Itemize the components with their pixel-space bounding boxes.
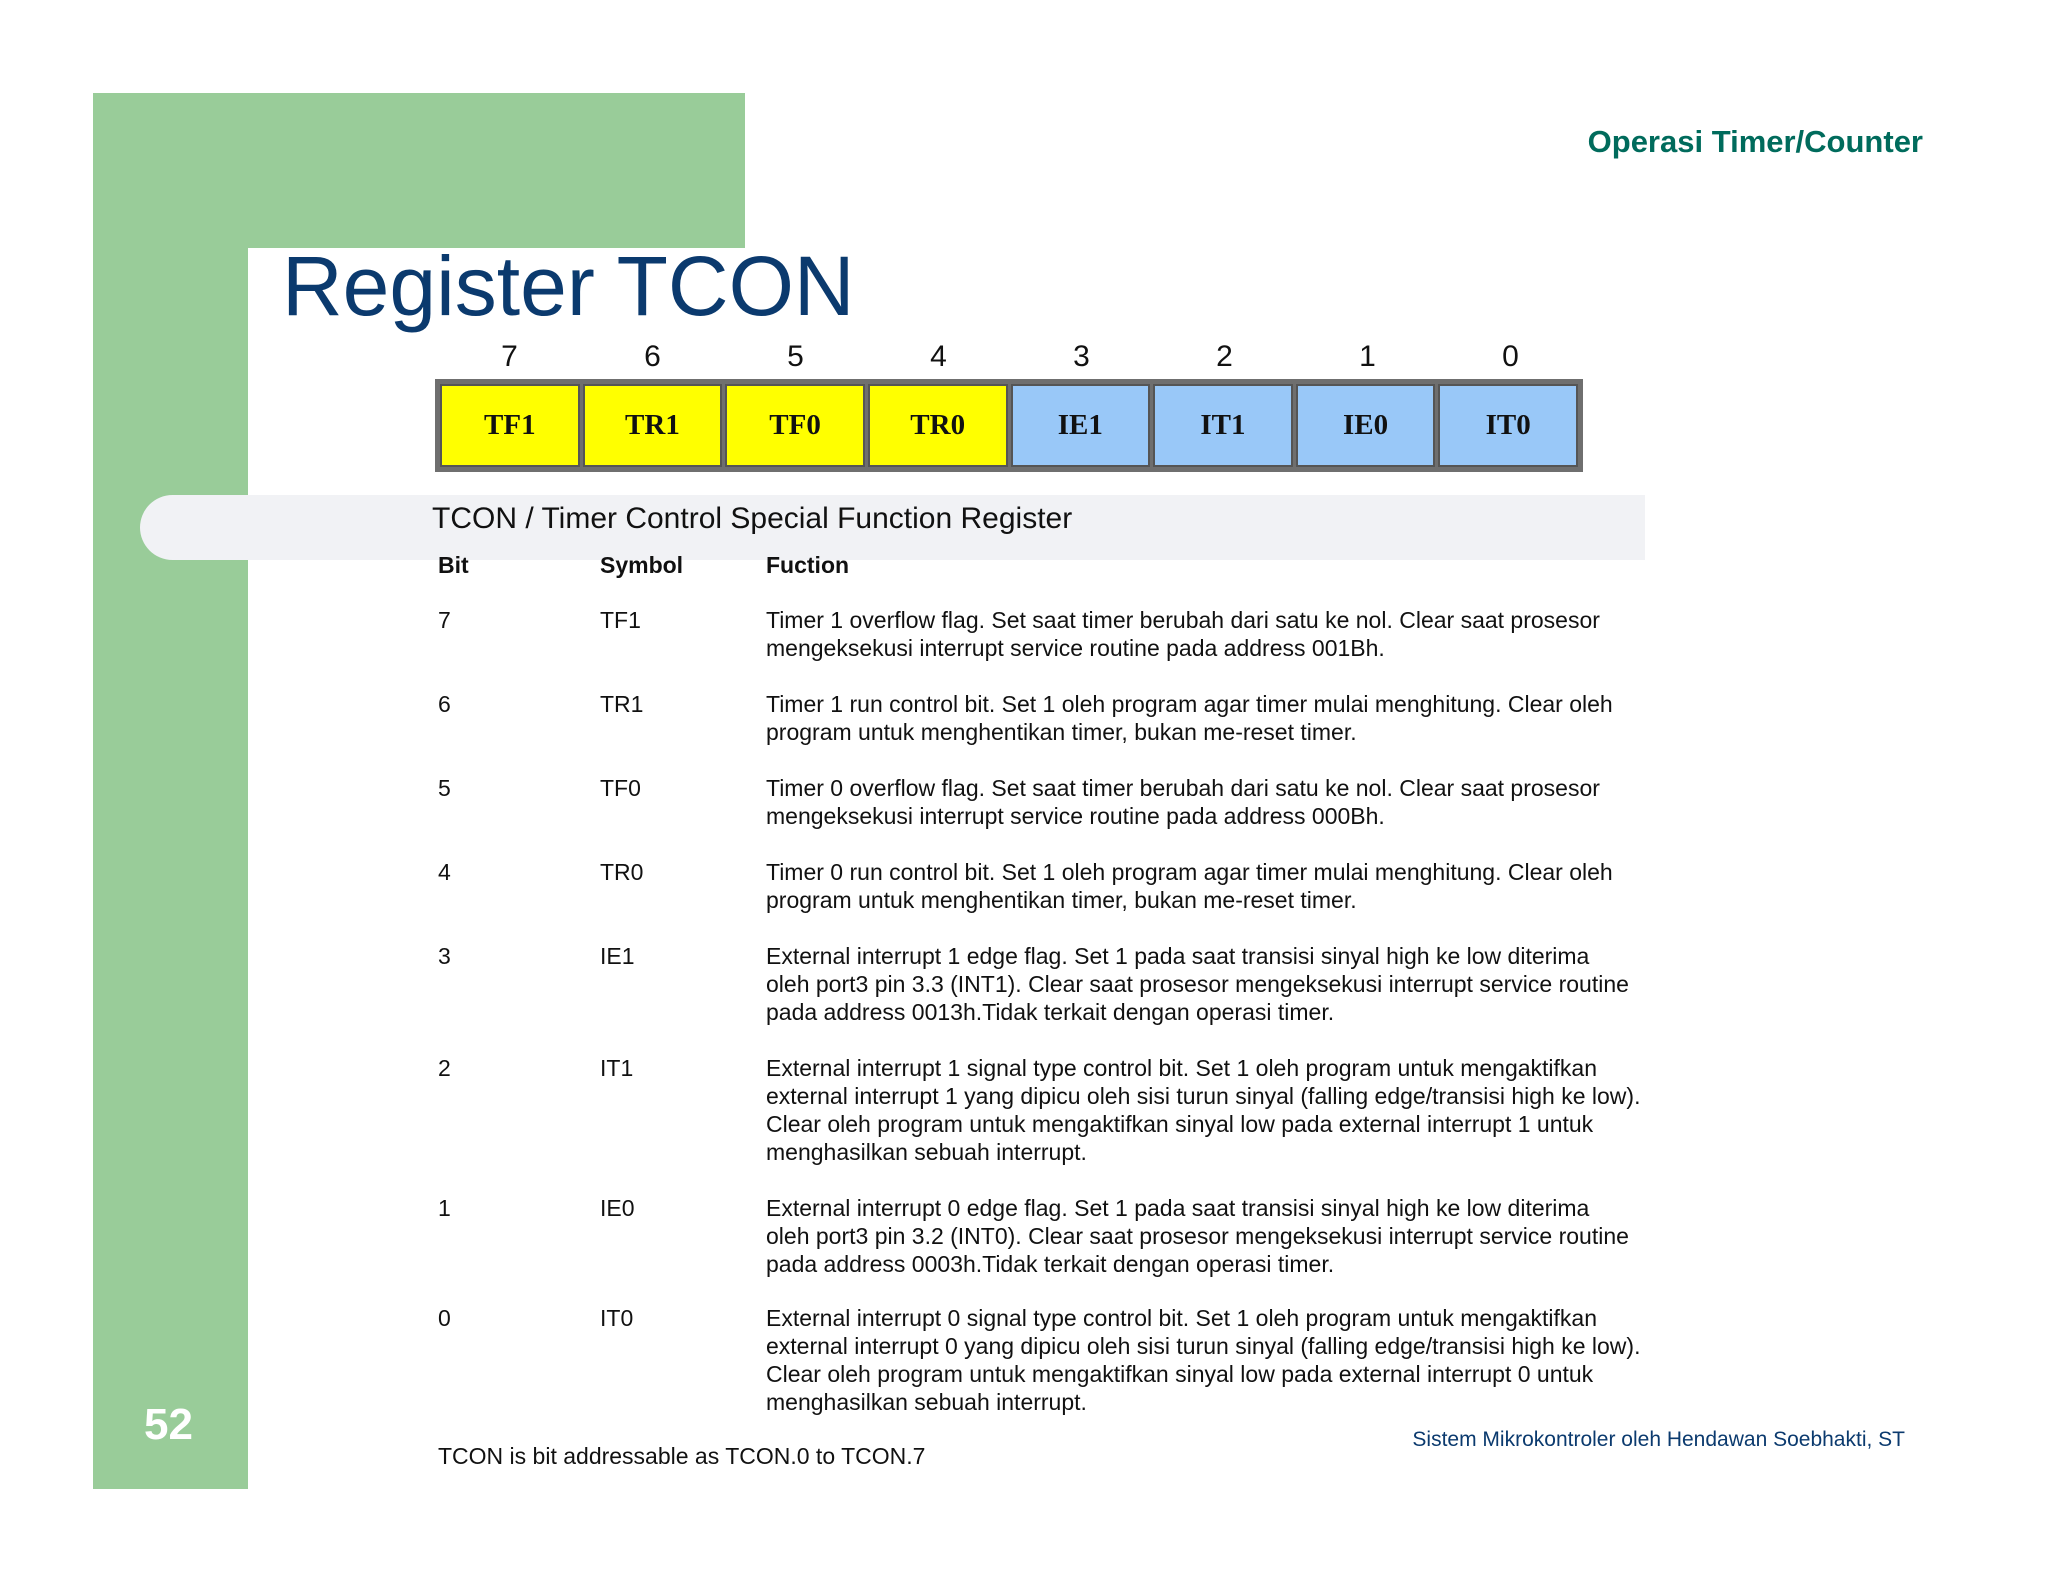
row-bit: 6 <box>438 691 451 717</box>
function-line: mengeksekusi interrupt service routine pada address 000Bh. <box>766 803 1385 829</box>
header-symbol: Symbol <box>600 552 684 578</box>
register-cell-it0: IT0 <box>1438 384 1578 467</box>
bit-number-row <box>438 340 1582 378</box>
row-bit: 5 <box>438 775 451 801</box>
function-line: program untuk menghentikan timer, bukan me-reset timer. <box>766 719 1357 745</box>
row-function <box>766 1194 1666 1278</box>
bit-number: 4 <box>930 340 947 373</box>
row-symbol: IE1 <box>600 943 635 969</box>
function-line: mengeksekusi interrupt service routine pada address 001Bh. <box>766 635 1385 661</box>
row-bit: 0 <box>438 1305 451 1331</box>
row-function <box>766 606 1666 662</box>
bit-number: 3 <box>1073 340 1090 373</box>
function-line: pada address 0003h.Tidak terkait dengan operasi timer. <box>766 1251 1335 1277</box>
bit-number: 6 <box>644 340 661 373</box>
row-symbol: TF1 <box>600 607 641 633</box>
register-cell-ie0: IE0 <box>1296 384 1436 467</box>
register-subtitle: TCON / Timer Control Special Function Register <box>432 502 1073 535</box>
function-line: Clear oleh program untuk mengaktifkan sinyal low pada external interrupt 1 untuk <box>766 1111 1594 1137</box>
function-line: menghasilkan sebuah interrupt. <box>766 1389 1087 1415</box>
row-symbol: TF0 <box>600 775 641 801</box>
bit-number: 1 <box>1359 340 1376 373</box>
function-line: External interrupt 1 signal type control bit. Set 1 oleh program untuk mengaktifkan <box>766 1055 1598 1081</box>
author-credit: Sistem Mikrokontroler oleh Hendawan Soebhakti, ST <box>1412 1428 1905 1451</box>
function-line: External interrupt 0 signal type control bit. Set 1 oleh program untuk mengaktifkan <box>766 1305 1598 1331</box>
row-function <box>766 1304 1666 1416</box>
row-function <box>766 1054 1666 1166</box>
function-line: oleh port3 pin 3.3 (INT1). Clear saat prosesor mengeksekusi interrupt service routine <box>766 971 1629 997</box>
row-bit: 2 <box>438 1055 451 1081</box>
function-line: Timer 1 run control bit. Set 1 oleh program agar timer mulai menghitung. Clear oleh <box>766 691 1613 717</box>
row-bit: 1 <box>438 1195 451 1221</box>
row-bit: 4 <box>438 859 451 885</box>
row-bit: 3 <box>438 943 451 969</box>
function-line: external interrupt 1 yang dipicu oleh sisi turun sinyal (falling edge/transisi high ke low). <box>766 1083 1641 1109</box>
function-line: Timer 0 run control bit. Set 1 oleh program agar timer mulai menghitung. Clear oleh <box>766 859 1613 885</box>
register-cell-tr1: TR1 <box>583 384 723 467</box>
register-cell-it1: IT1 <box>1153 384 1293 467</box>
row-symbol: IT1 <box>600 1055 634 1081</box>
row-function <box>766 942 1666 1026</box>
function-line: menghasilkan sebuah interrupt. <box>766 1139 1087 1165</box>
footnote: TCON is bit addressable as TCON.0 to TCON.7 <box>438 1443 926 1469</box>
page-number: 52 <box>144 1400 193 1449</box>
register-cell-tr0: TR0 <box>868 384 1008 467</box>
page-title: Register TCON <box>282 239 855 333</box>
row-symbol: TR0 <box>600 859 644 885</box>
green-side-band <box>93 93 248 1489</box>
row-bit: 7 <box>438 607 451 633</box>
register-cell-ie1: IE1 <box>1011 384 1151 467</box>
function-line: Timer 0 overflow flag. Set saat timer berubah dari satu ke nol. Clear saat prosesor <box>766 775 1600 801</box>
function-line: program untuk menghentikan timer, bukan me-reset timer. <box>766 887 1357 913</box>
row-symbol: IT0 <box>600 1305 634 1331</box>
function-line: Timer 1 overflow flag. Set saat timer berubah dari satu ke nol. Clear saat prosesor <box>766 607 1600 633</box>
row-symbol: IE0 <box>600 1195 635 1221</box>
section-header: Operasi Timer/Counter <box>1587 124 1923 159</box>
header-bit: Bit <box>438 552 469 578</box>
register-cell-tf1: TF1 <box>440 384 580 467</box>
bit-number: 5 <box>787 340 804 373</box>
bit-number: 7 <box>501 340 518 373</box>
bit-number: 0 <box>1502 340 1519 373</box>
tcon-register-diagram <box>435 379 1583 472</box>
function-line: External interrupt 0 edge flag. Set 1 pada saat transisi sinyal high ke low diterima <box>766 1195 1590 1221</box>
row-function <box>766 858 1666 914</box>
row-function <box>766 690 1666 746</box>
header-function: Fuction <box>766 552 850 578</box>
register-cell-tf0: TF0 <box>725 384 865 467</box>
function-line: pada address 0013h.Tidak terkait dengan operasi timer. <box>766 999 1335 1025</box>
function-line: oleh port3 pin 3.2 (INT0). Clear saat prosesor mengeksekusi interrupt service routine <box>766 1223 1629 1249</box>
row-function <box>766 774 1666 830</box>
function-line: External interrupt 1 edge flag. Set 1 pada saat transisi sinyal high ke low diterima <box>766 943 1590 969</box>
function-line: Clear oleh program untuk mengaktifkan sinyal low pada external interrupt 0 untuk <box>766 1361 1594 1387</box>
row-symbol: TR1 <box>600 691 644 717</box>
bit-number: 2 <box>1216 340 1233 373</box>
function-line: external interrupt 0 yang dipicu oleh sisi turun sinyal (falling edge/transisi high ke low). <box>766 1333 1641 1359</box>
